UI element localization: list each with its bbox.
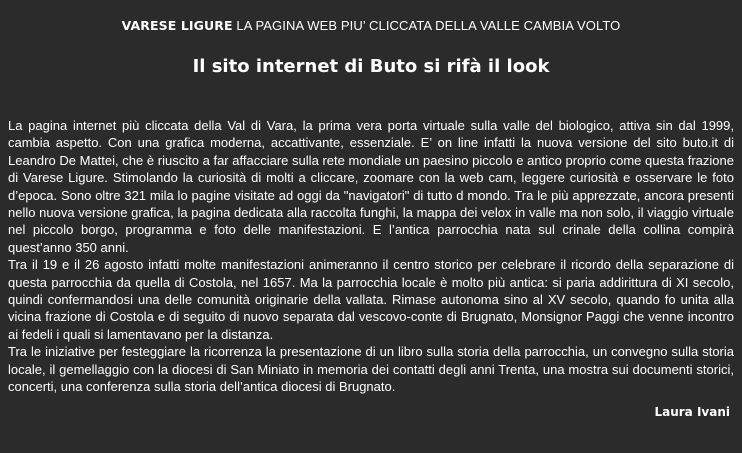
article-body (8, 117, 734, 396)
article-kicker (0, 18, 742, 33)
article-paragraph-1: La pagina internet più cliccata della Val di Vara, la prima vera porta virtuale sulla valle del biologico, attiva sin dal 1999, cambia aspetto. Con una grafica moderna, accattivante, essenziale. E’ on line infatti la nuova versione del sito buto.it di Leandro De Mattei, che è riuscito a far affacciare sulla rete mondiale un paesino piccolo e antico proprio come questa frazione di Varese Ligure. Stimolando la curiosità di molti a cliccare, zoomare con la web cam, leggere curiosità e osservare le foto d’epoca. Sono oltre 321 mila lo pagine visitate ad oggi da "navigatori" di tutto d mondo. Tra le più apprezzate, ancora presenti nello nuova versione grafica, la pagina dedicata alla raccolta funghi, la mappa dei velox in valle ma non solo, il viaggio virtuale nel piccolo borgo, programma e foto delle manifestazioni. E l’antica parrocchia nata sul crinale della collina compirà quest’anno 350 anni. (8, 118, 734, 255)
kicker-location: VARESE LIGURE (121, 18, 233, 33)
kicker-text: LA PAGINA WEB PIU’ CLICCATA DELLA VALLE CAMBIA VOLTO (232, 18, 621, 33)
article-paragraph-2: Tra il 19 e il 26 agosto infatti molte manifestazioni animeranno il centro storico per celebrare il ricordo della separazione di questa parrocchia da quella di Costola, nel 1657. Ma la parrocchia locale è molto più antica: si paria addirittura di XI secolo, quindi confermandosi una delle comunità originarie della vallata. Rimase autonoma sino al XV secolo, quando fo unita alla vicina frazione di Costola e di seguito di nuovo separata dal vescovo-conte di Brugnato, Monsignor Paggi che venne incontro ai fedeli i quali si lamentavano per la distanza. (8, 257, 734, 342)
article-title: Il sito internet di Buto si rifà il look (192, 56, 550, 77)
author-signature: Laura Ivani (654, 405, 730, 419)
article-paragraph-3: Tra le iniziative per festeggiare la ricorrenza la presentazione di un libro sulla storia della parrocchia, un convegno sulla storia locale, il gemellaggio con la diocesi di San Miniato in memoria dei contatti degli anni Trenta, una mostra sui documenti storici, concerti, una conferenza sulla storia dell’antica diocesi di Brugnato. (8, 344, 734, 395)
